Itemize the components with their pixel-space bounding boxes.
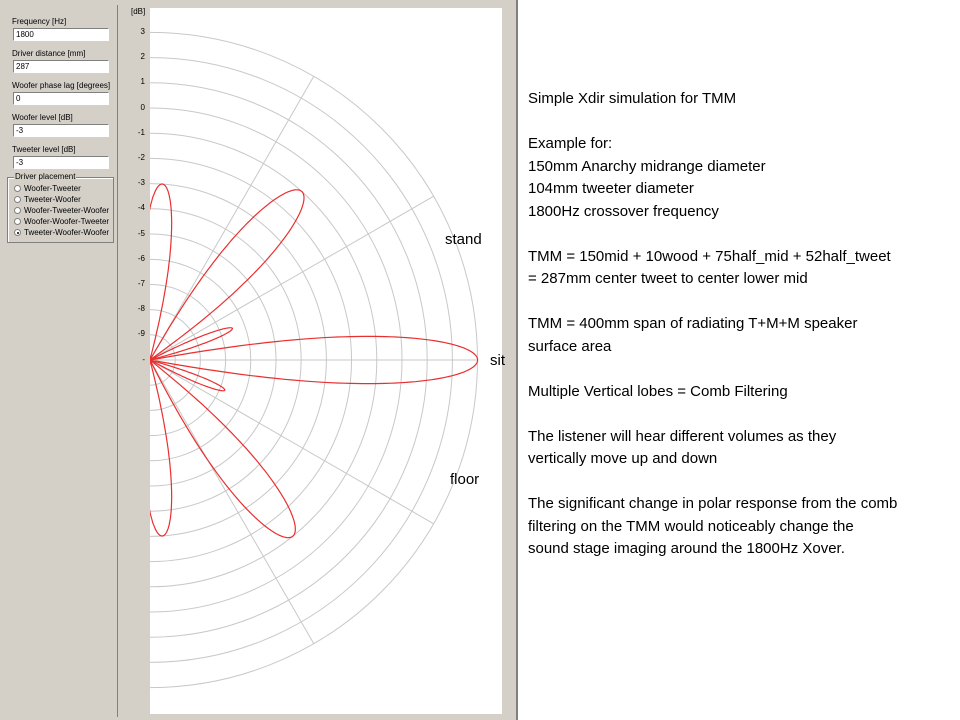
notes-line: filtering on the TMM would noticeably change the (528, 517, 854, 535)
grid-spoke (150, 196, 434, 360)
woofer-level-input[interactable] (13, 124, 109, 137)
db-tick-label: - (142, 354, 145, 364)
polar-response (150, 184, 478, 538)
menu-bar (0, 0, 516, 4)
db-tick-label: 2 (140, 52, 145, 62)
frequency-label: Frequency [Hz] (12, 17, 67, 26)
grid-spoke (150, 360, 314, 644)
grid-spoke (150, 76, 314, 360)
notes-line: sound stage imaging around the 1800Hz Xover. (528, 540, 845, 557)
db-tick-label: 3 (140, 27, 145, 36)
notes-line: Multiple Vertical lobes = Comb Filtering (528, 382, 788, 400)
annotation-notes (528, 88, 956, 561)
notes-gap (528, 111, 956, 134)
control-panel (4, 5, 118, 717)
radio-button[interactable] (14, 196, 21, 203)
polar-grid (150, 32, 478, 687)
stand-label: stand (445, 231, 482, 248)
tweeter-level-input[interactable] (13, 156, 109, 169)
notes-line: 150mm Anarchy midrange diameter (528, 157, 766, 175)
floor-label: floor (450, 471, 480, 488)
notes-line: surface area (528, 337, 612, 355)
db-tick-label: -5 (137, 228, 145, 238)
db-tick-label: 1 (140, 77, 145, 87)
db-tick-label: -4 (137, 203, 145, 213)
radio-label: Tweeter-Woofer-Woofer (24, 228, 110, 237)
driver-placement-group (7, 172, 114, 243)
driver-distance-input[interactable] (13, 60, 109, 73)
db-tick-label: -6 (137, 253, 145, 263)
woofer-phase-input[interactable] (13, 92, 109, 105)
polar-chart (150, 8, 502, 714)
radio-label: Woofer-Tweeter-Woofer (24, 206, 110, 215)
notes-gap (528, 471, 956, 494)
db-tick-label: -3 (137, 178, 145, 188)
radio-label: Woofer-Woofer-Tweeter (24, 217, 110, 226)
frequency-input[interactable] (13, 28, 109, 41)
driver-distance-label: Driver distance [mm] (12, 49, 86, 58)
tweeter-level-label: Tweeter level [dB] (12, 145, 76, 154)
notes-line: 1800Hz crossover frequency (528, 202, 719, 220)
notes-line: vertically move up and down (528, 450, 718, 467)
db-tick-label: -7 (137, 279, 145, 288)
lobe-upper-small (150, 328, 232, 360)
radio-button[interactable] (14, 207, 21, 214)
notes-line: The significant change in polar response from the comb (528, 495, 898, 512)
notes-line: 104mm tweeter diameter (528, 180, 694, 197)
db-tick-label: 0 (140, 102, 145, 112)
lobe-lower-small (150, 360, 225, 391)
notes-line: = 287mm center tweet to center lower mid (528, 270, 808, 287)
notes-gap (528, 223, 956, 246)
notes-line: TMM = 400mm span of radiating T+M+M speaker (528, 315, 858, 332)
radio-button-selected[interactable] (14, 229, 21, 236)
db-tick-label: -9 (137, 329, 145, 339)
grid-spoke (150, 360, 434, 524)
db-tick-label: -8 (137, 304, 145, 314)
woofer-level-label: Woofer level [dB] (12, 113, 73, 122)
notes-line: The listener will hear different volumes as they (528, 427, 837, 445)
lobe-upper (150, 190, 304, 360)
driver-placement-legend: Driver placement (15, 172, 76, 181)
notes-gap (528, 291, 956, 314)
radio-button[interactable] (14, 218, 21, 225)
radio-label: Woofer-Tweeter (24, 184, 81, 193)
db-tick-label: -1 (137, 127, 145, 137)
db-tick-label: -2 (137, 153, 145, 162)
notes-gap (528, 403, 956, 426)
woofer-phase-label: Woofer phase lag [degrees] (12, 81, 111, 90)
db-unit-label: [dB] (131, 7, 146, 16)
radio-button[interactable] (14, 185, 21, 192)
sit-label: sit (490, 352, 505, 369)
notes-line: Simple Xdir simulation for TMM (528, 90, 737, 107)
polar-plot-area (150, 8, 502, 714)
radio-label: Tweeter-Woofer (24, 195, 81, 204)
notes-line: TMM = 150mid + 10wood + 75half_mid + 52half_tweet (528, 247, 891, 265)
notes-gap (528, 358, 956, 381)
notes-line: Example for: (528, 135, 613, 152)
